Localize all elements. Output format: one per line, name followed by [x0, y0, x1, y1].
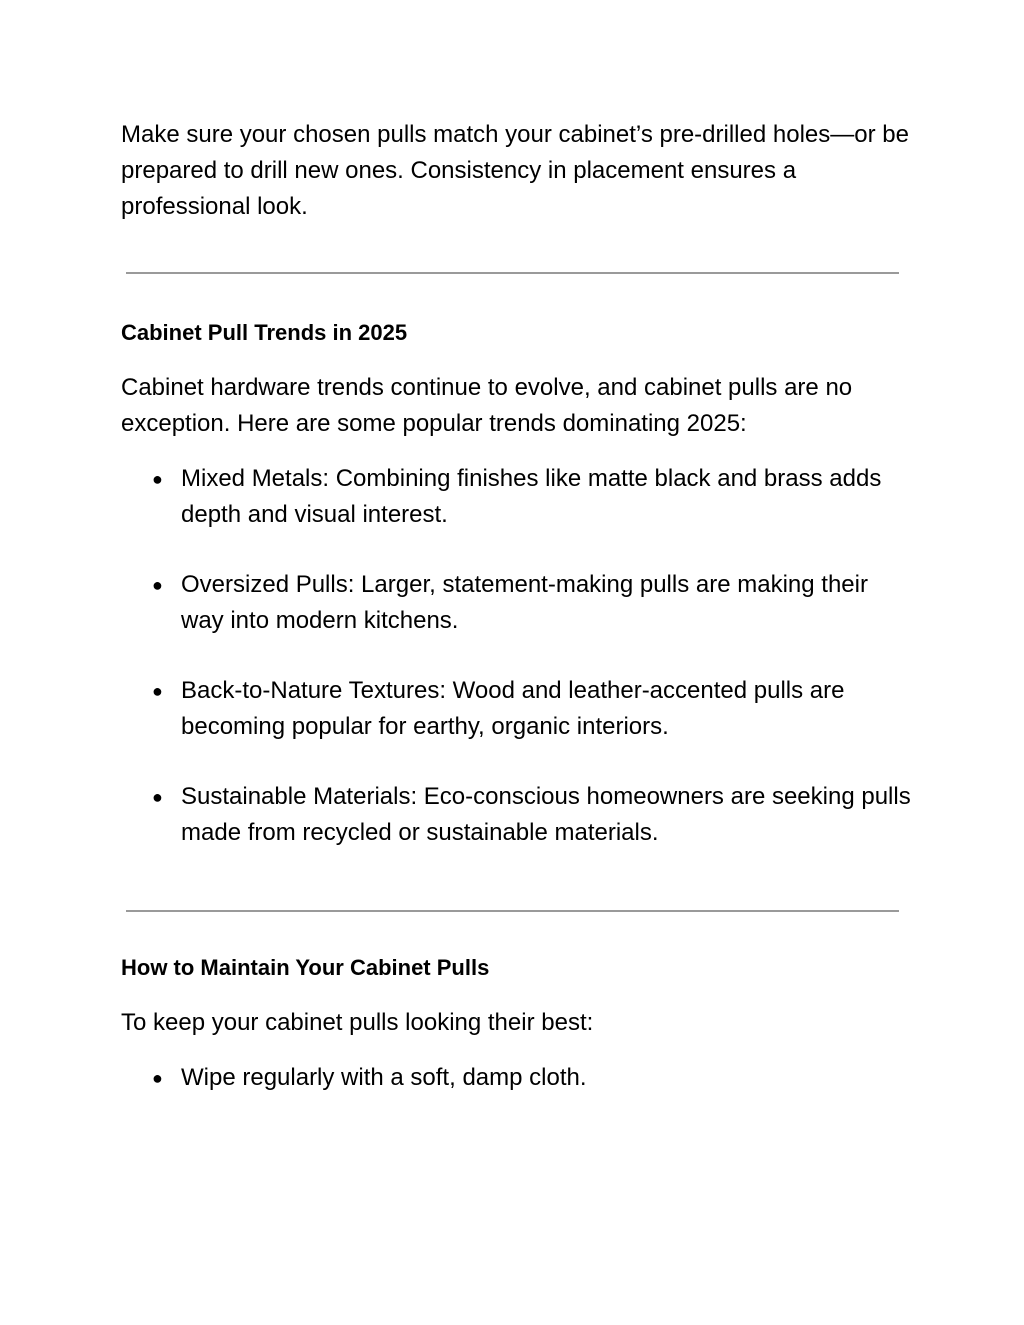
bullet-icon: ● — [152, 681, 163, 701]
list-item-text: Mixed Metals: Combining finishes like matte black and brass adds depth and visual interest. — [181, 465, 882, 528]
list-item — [121, 567, 911, 639]
trends-heading: Cabinet Pull Trends in 2025 — [121, 320, 408, 345]
list-item-text: Oversized Pulls: Larger, statement-making pulls are making their way into modern kitchens. — [181, 571, 868, 634]
document-content — [121, 117, 911, 1096]
list-item — [121, 461, 911, 533]
trends-list — [121, 461, 911, 851]
bullet-icon: ● — [152, 787, 163, 807]
maintenance-list — [121, 1060, 911, 1096]
maintenance-heading: How to Maintain Your Cabinet Pulls — [121, 955, 490, 980]
section-divider — [126, 272, 899, 274]
bullet-icon: ● — [152, 469, 163, 489]
section-divider — [126, 910, 899, 912]
list-item — [121, 1060, 911, 1096]
list-item — [121, 673, 911, 745]
list-item — [121, 779, 911, 851]
bullet-icon: ● — [152, 1068, 163, 1088]
list-item-text: Wipe regularly with a soft, damp cloth. — [181, 1064, 587, 1091]
bullet-icon: ● — [152, 575, 163, 595]
maintenance-intro: To keep your cabinet pulls looking their best: — [121, 1009, 594, 1036]
list-item-text: Back-to-Nature Textures: Wood and leather-accented pulls are becoming popular for earthy, organic interiors. — [181, 677, 845, 740]
list-item-text: Sustainable Materials: Eco-conscious homeowners are seeking pulls made from recycled or sustainable materials. — [181, 783, 911, 846]
intro-paragraph: Make sure your chosen pulls match your cabinet’s pre-drilled holes—or be prepared to drill new ones. Consistency in placement ensures a professional look. — [121, 121, 909, 220]
trends-intro: Cabinet hardware trends continue to evolve, and cabinet pulls are no exception. Here are some popular trends dominating 2025: — [121, 374, 853, 437]
